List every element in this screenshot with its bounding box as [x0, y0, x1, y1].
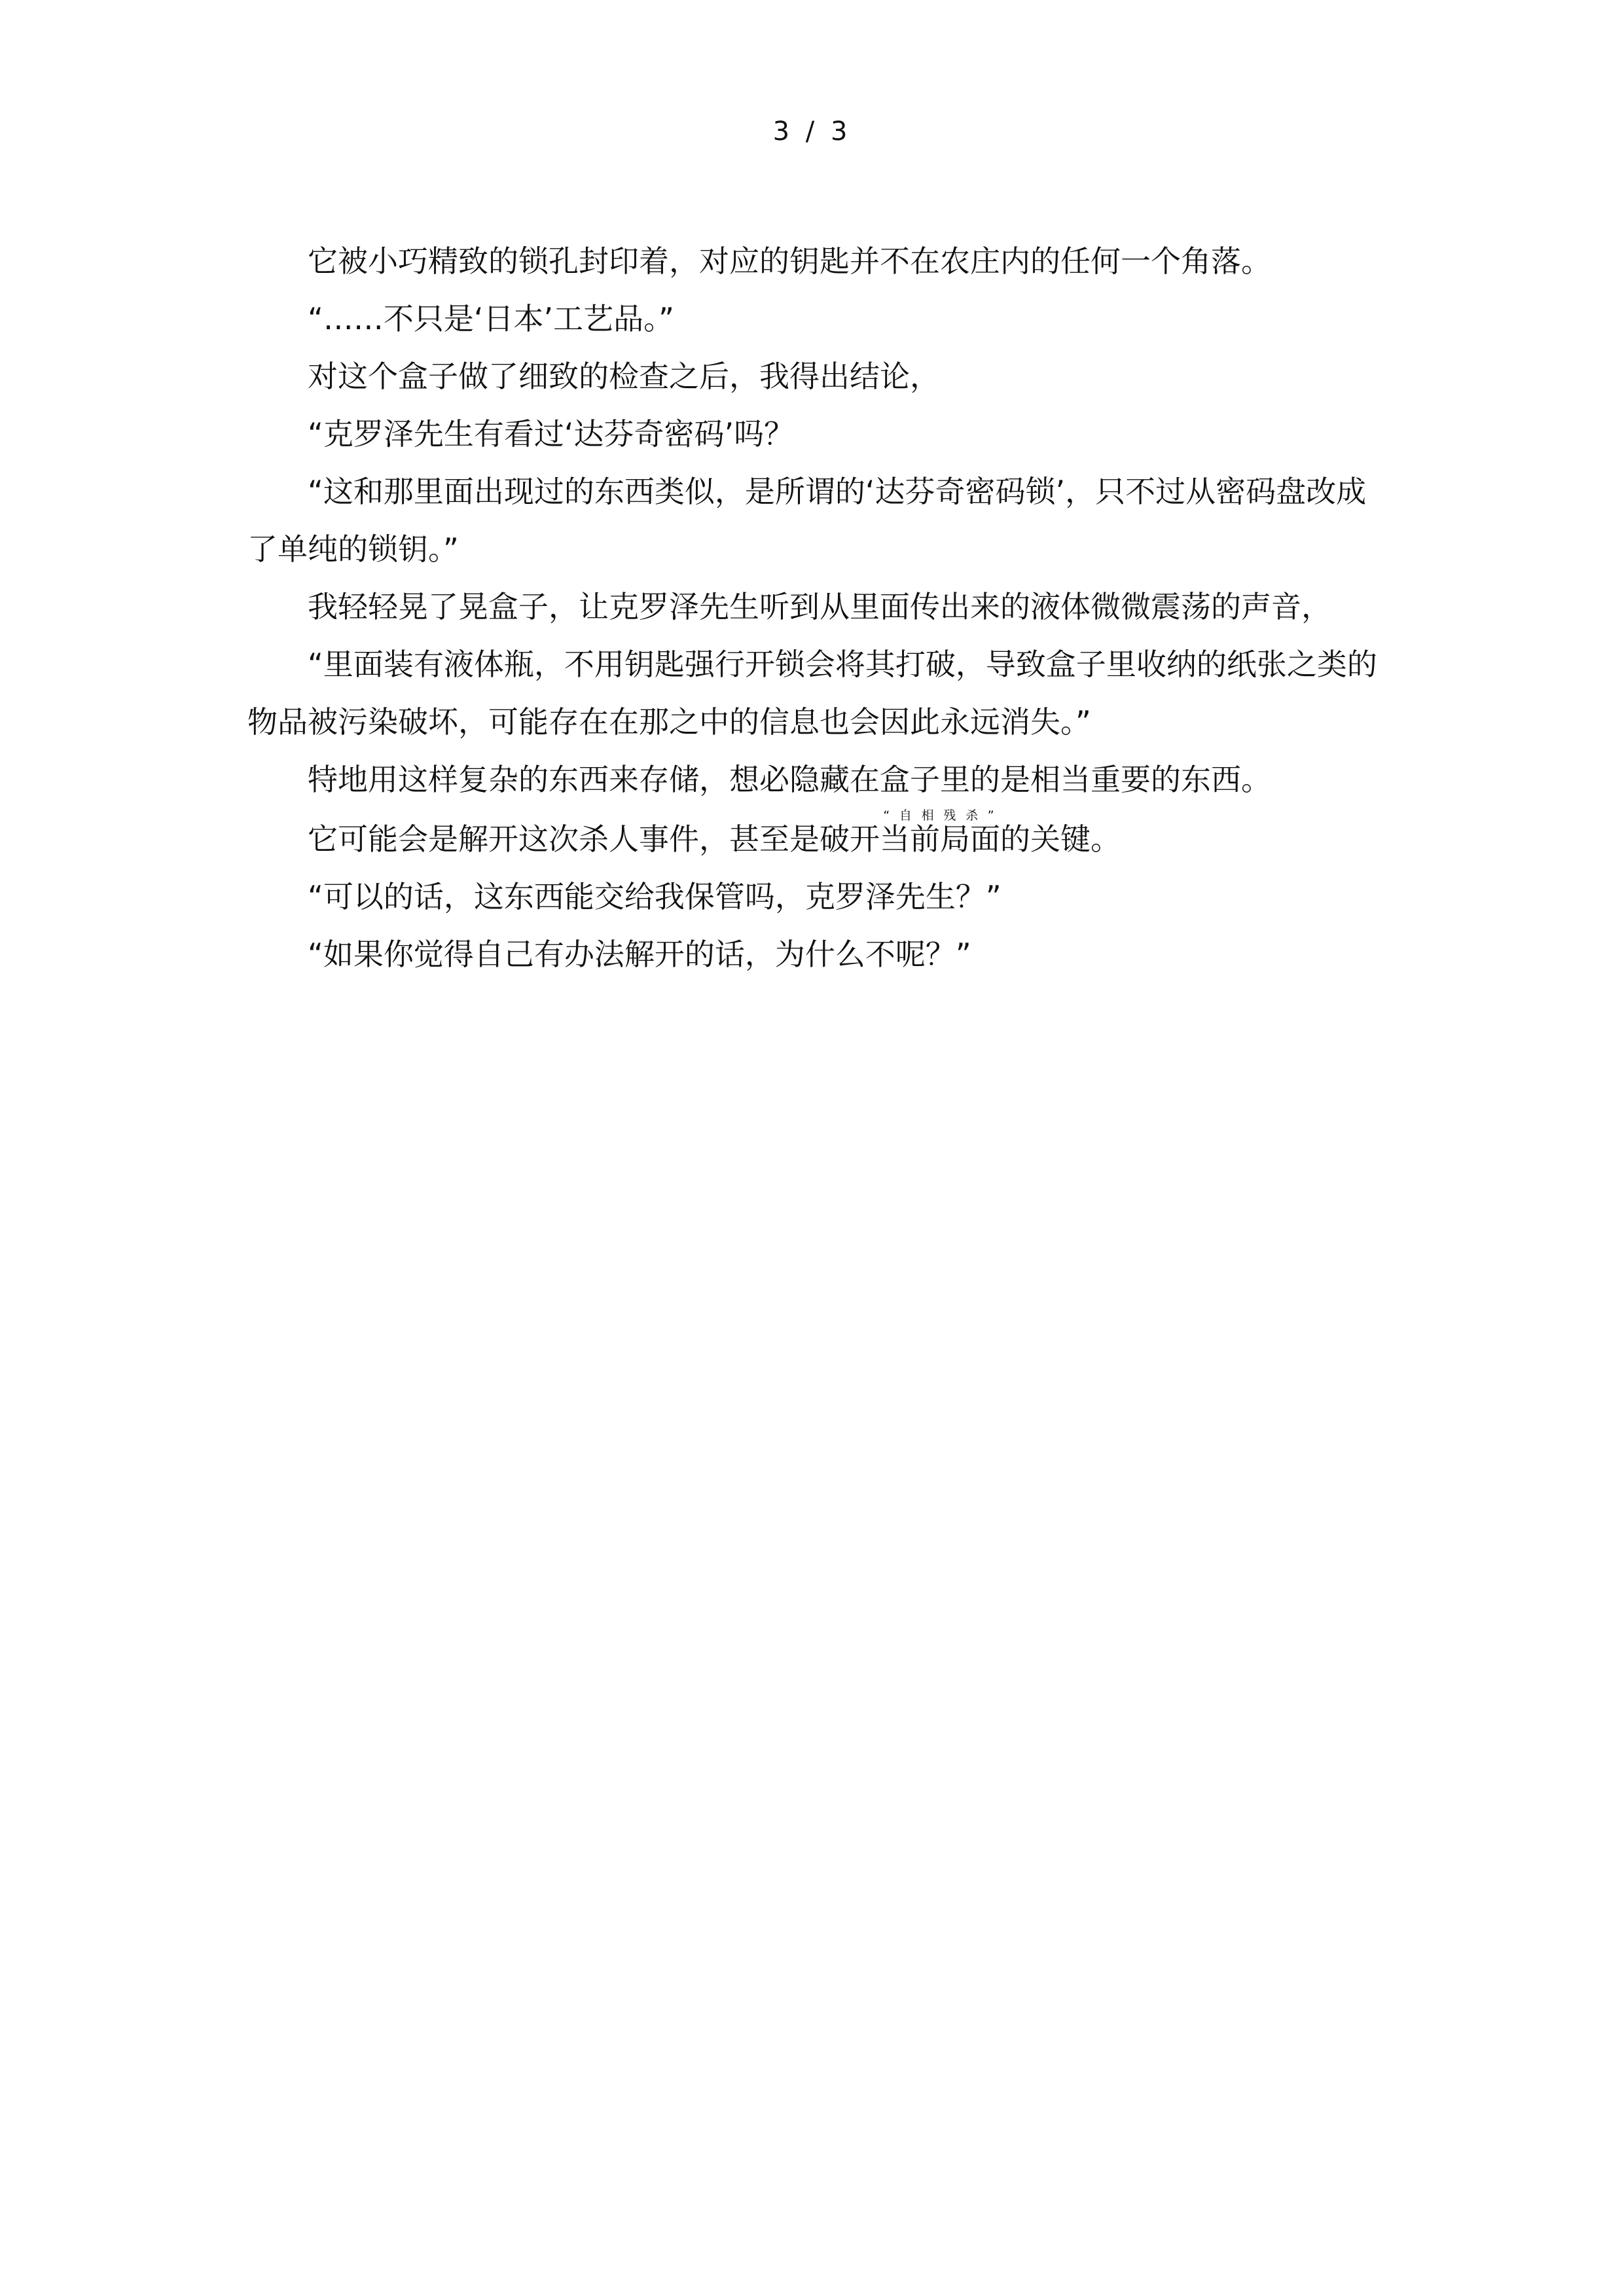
ruby-paragraph-after: 的关键。 [1000, 821, 1121, 857]
ruby-base-text: 当前局面 [880, 821, 1000, 857]
ruby-paragraph-before: 它可能会是解开这次杀人事件，甚至是破开 [308, 821, 880, 857]
paragraph: “……不只是‘日本’工艺品。” [308, 301, 674, 336]
paragraph-with-ruby [247, 808, 1394, 868]
ruby-annotation [880, 808, 1000, 857]
ruby-text: “自相残杀” [880, 808, 1000, 823]
paragraph: 我轻轻晃了晃盒子，让克罗泽先生听到从里面传出来的液体微微震荡的声音， [308, 589, 1331, 624]
body-text [247, 232, 1394, 983]
paragraph: 对这个盒子做了细致的检查之后，我得出结论， [308, 359, 940, 394]
paragraph: 它被小巧精致的锁孔封印着，对应的钥匙并不在农庄内的任何一个角落。 [308, 243, 1271, 279]
paragraph: 特地用这样复杂的东西来存储，想必隐藏在盒子里的是相当重要的东西。 [308, 762, 1271, 797]
page-number: 3 / 3 [772, 117, 852, 147]
paragraph: “如果你觉得自己有办法解开的话，为什么不呢？” [308, 937, 971, 972]
paragraph: “这和那里面出现过的东西类似，是所谓的‘达芬奇密码锁’，只不过从密码盘改成了单纯的锁钥。” [247, 474, 1367, 567]
paragraph: “可以的话，这东西能交给我保管吗，克罗泽先生？” [308, 879, 1001, 914]
paragraph: “克罗泽先生有看过‘达芬奇密码’吗？ [308, 416, 795, 452]
paragraph: “里面装有液体瓶，不用钥匙强行开锁会将其打破，导致盒子里收纳的纸张之类的物品被污染破坏，可能存在在那之中的信息也会因此永远消失。” [247, 647, 1377, 740]
